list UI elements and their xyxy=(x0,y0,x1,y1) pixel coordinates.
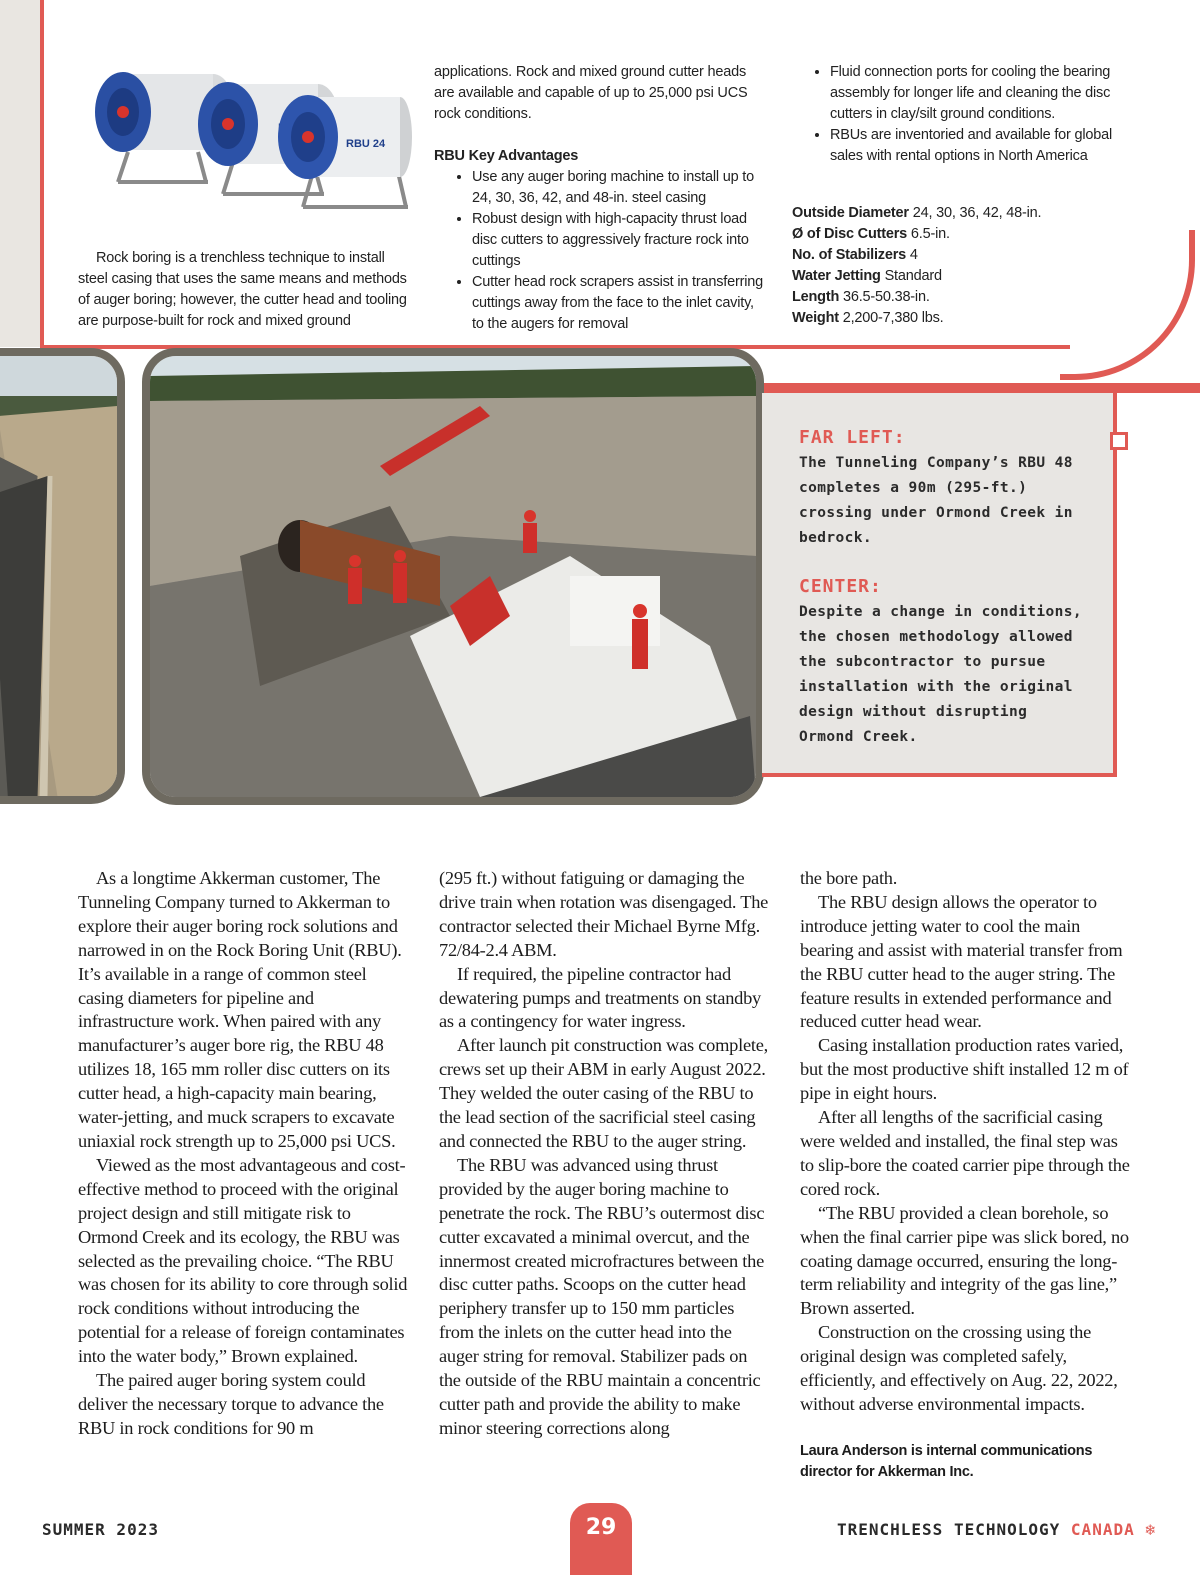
advantages-continued xyxy=(792,62,1132,167)
article-column-3 xyxy=(800,867,1130,1483)
article-paragraph: (295 ft.) without fatiguing or damaging the drive train when rotation was disengaged. The contractor selected their Michael Byrne Mfg. 72/84-2.4 ABM. xyxy=(439,868,769,960)
article-paragraph: As a longtime Akkerman customer, The Tunneling Company turned to Akkerman to explore their auger boring rock solutions and narrowed in on the Rock Boring Unit (RBU). It’s available in a range of common steel casing diameters for pipeline and infrastructure work. When paired with any manufacturer’s auger bore rig, the RBU 48 utilizes 18, 165 mm roller disc cutters on its cutter head, a high-capacity main bearing, water-jetting, and muck scrapers to excavate uniaxial rock strength up to 25,000 psi UCS. xyxy=(78,868,402,1151)
caption-heading-center: CENTER: xyxy=(799,576,882,597)
red-band xyxy=(700,383,1200,393)
advantage-item: • Fluid connection ports for cooling the bearing assembly for longer life and cleaning the disc cutters in clay/silt ground conditions. xyxy=(830,62,1132,125)
spec-value: 4 xyxy=(909,247,918,263)
article-paragraph: After all lengths of the sacrificial casing were welded and installed, the final step was to slip-bore the coated carrier pipe through the cored rock. xyxy=(800,1107,1130,1199)
product-badge-label: RBU 24 xyxy=(346,138,386,150)
center-photo xyxy=(142,348,764,805)
caption-text-center: Despite a change in conditions, the chosen methodology allowed the subcontractor to pursue installation with the original design without disrupting Ormond Creek. xyxy=(799,604,1083,745)
intro-continued xyxy=(434,62,769,335)
caption-box xyxy=(762,393,1117,777)
rbu-product-image xyxy=(78,62,413,212)
caption-corner-marker xyxy=(1110,432,1128,450)
article-paragraph: Construction on the crossing using the original design was completed safely, efficiently, and effectively on Aug. 22, 2022, without adverse environmental impacts. xyxy=(800,1322,1118,1414)
spec-label: Length xyxy=(792,289,840,305)
article-paragraph: The RBU was advanced using thrust provided by the auger boring machine to penetrate the rock. The RBU’s outermost disc cutter excavated a minimal overcut, and the innermost created microfractures between the disc cutter paths. Scoops on the cutter head periphery transfer up to 150 mm particles from the inlets on the cutter head into the auger string for removal. Stabilizer pads on the outside of the RBU maintain a concentric cutter path and provide the ability to make minor steering corrections along xyxy=(439,1154,765,1438)
issue-label: SUMMER 2023 xyxy=(42,1520,159,1539)
article-paragraph: After launch pit construction was complete, crews set up their ABM in early August 2022. They welded the outer casing of the RBU to the lead section of the sacrificial steel casing and connected the RBU to the auger string. xyxy=(439,1035,768,1151)
spec-label: Water Jetting xyxy=(792,268,881,284)
article-paragraph: The RBU design allows the operator to introduce jetting water to cool the main bearing and assist with material transfer from the RBU cutter head to the auger string. The feature results in extended performance and reduced cutter head wear. xyxy=(800,891,1123,1032)
article-paragraph: “The RBU provided a clean borehole, so when the final carrier pipe was slick bored, no coating damage occurred, ensuring the long-term reliability and integrity of the gas line,” Brown asserted. xyxy=(800,1202,1129,1319)
article-paragraph: Casing installation production rates varied, but the most productive shift installed 12 m of pipe in eight hours. xyxy=(800,1035,1129,1104)
intro-continued-paragraph: applications. Rock and mixed ground cutter heads are available and capable of up to 25,000 psi UCS rock conditions. xyxy=(434,64,748,122)
spec-value: 2,200-7,380 lbs. xyxy=(842,310,944,326)
caption-heading-far-left: FAR LEFT: xyxy=(799,427,906,448)
spec-value: Standard xyxy=(884,268,942,284)
maple-leaf-icon: ❄ xyxy=(1145,1520,1156,1539)
spec-label: Ø of Disc Cutters xyxy=(792,226,908,242)
article-paragraph: If required, the pipeline contractor had dewatering pumps and treatments on standby as a contingency for water ingress. xyxy=(439,963,761,1032)
article-paragraph: Viewed as the most advantageous and cost-effective method to proceed with the original project design and still mitigate risk to Ormond Creek and its ecology, the RBU was selected as the prevailing choice. “The RBU was chosen for its ability to core through solid rock conditions without introducing the potential for a release of foreign contaminates into the water body,” Brown explained. xyxy=(78,1154,408,1367)
article-paragraph: the bore path. xyxy=(800,868,898,888)
spec-row xyxy=(792,224,1092,245)
advantage-item: • Cutter head rock scrapers assist in transferring cuttings away from the face to the inlet cavity, to the augers for removal xyxy=(472,272,769,335)
article-column-1 xyxy=(78,867,408,1441)
spec-value: 24, 30, 36, 42, 48-in. xyxy=(912,205,1042,221)
spec-value: 6.5-in. xyxy=(910,226,950,242)
publication-name xyxy=(837,1520,1156,1539)
spec-label: Outside Diameter xyxy=(792,205,909,221)
spec-row xyxy=(792,287,1092,308)
red-frame-line xyxy=(40,0,44,347)
spec-list xyxy=(792,203,1092,329)
publication-country: CANADA xyxy=(1070,1520,1135,1539)
spec-row xyxy=(792,203,1092,224)
caption-text-far-left: The Tunneling Company’s RBU 48 completes a 90m (295-ft.) crossing under Ormond Creek in bedrock. xyxy=(799,455,1073,546)
advantage-item: • RBUs are inventoried and available for global sales with rental options in North America xyxy=(830,125,1132,167)
article-column-2 xyxy=(439,867,769,1441)
article-paragraph: The paired auger boring system could deliver the necessary torque to advance the RBU in rock conditions for 90 m xyxy=(78,1370,384,1438)
far-left-photo xyxy=(0,348,125,804)
spec-label: Weight xyxy=(792,310,839,326)
advantages-list-right xyxy=(792,62,1132,167)
advantage-item: • Use any auger boring machine to install up to 24, 30, 36, 42, and 48-in. steel casing xyxy=(472,167,769,209)
left-margin-strip xyxy=(0,0,40,347)
spec-value: 36.5-50.38-in. xyxy=(842,289,930,305)
intro-paragraph: Rock boring is a trenchless technique to install steel casing that uses the same means and methods of auger boring; however, the cutter head and tooling are purpose-built for rock and mixed ground xyxy=(78,250,407,329)
intro-text xyxy=(78,248,413,332)
page-number: 29 xyxy=(570,1503,632,1575)
advantage-item: • Robust design with high-capacity thrust load disc cutters to aggressively fracture rock into cuttings xyxy=(472,209,769,272)
author-byline: Laura Anderson is internal communications director for Akkerman Inc. xyxy=(800,1442,1093,1480)
spec-label: No. of Stabilizers xyxy=(792,247,907,263)
spec-row xyxy=(792,266,1092,287)
publication-title: TRENCHLESS TECHNOLOGY xyxy=(836,1520,1061,1539)
spec-row xyxy=(792,245,1092,266)
advantages-title: RBU Key Advantages xyxy=(434,148,579,164)
spec-row xyxy=(792,308,1092,329)
advantages-list xyxy=(434,167,769,335)
